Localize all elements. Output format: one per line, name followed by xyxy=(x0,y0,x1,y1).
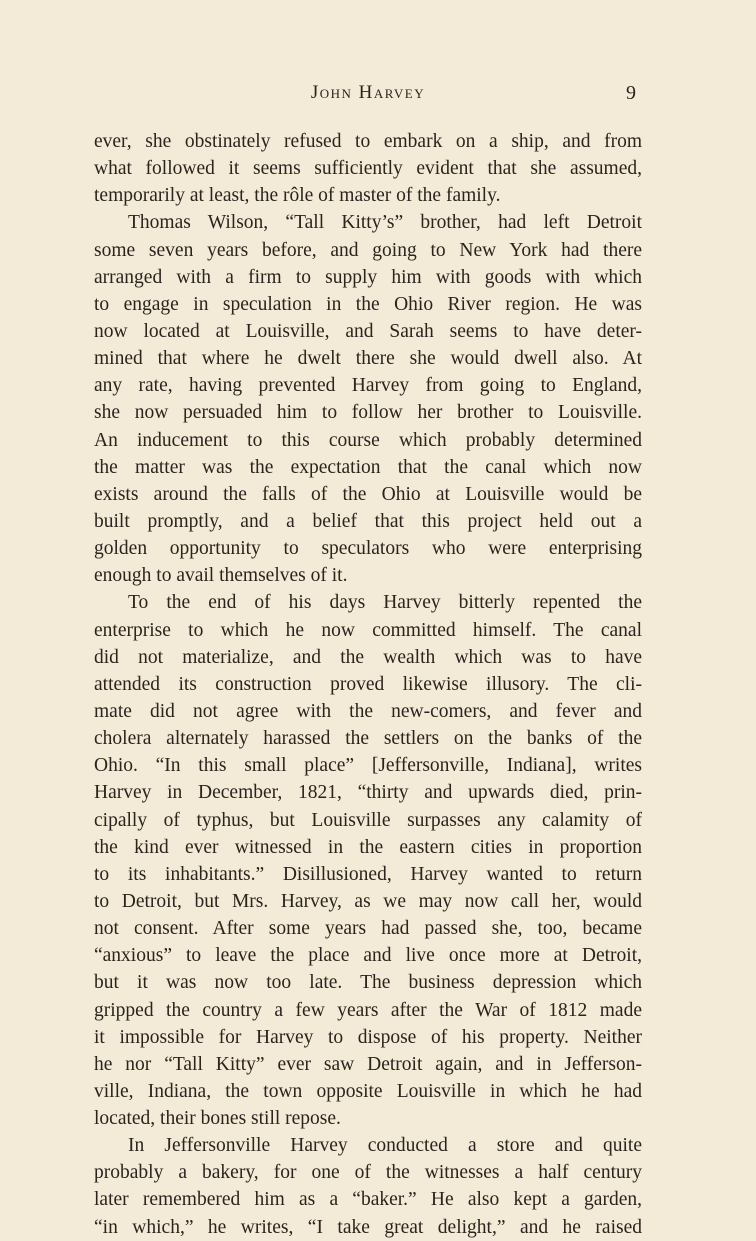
text-line: cipally of typhus, but Louisville surpasses any calamity of xyxy=(94,809,642,831)
text-line: but it was now too late. The business depression which xyxy=(94,972,642,994)
text-line: located, their bones still repose. xyxy=(94,1108,341,1130)
page-number: 9 xyxy=(626,82,636,104)
text-line: he nor “Tall Kitty” ever saw Detroit again, and in Jefferson- xyxy=(94,1053,642,1075)
text-line: Harvey in December, 1821, “thirty and upwards died, prin- xyxy=(94,782,642,804)
text-line: cholera alternately harassed the settlers on the banks of the xyxy=(94,728,642,750)
text-line: not consent. After some years had passed she, too, became xyxy=(94,918,642,940)
text-line: the matter was the expectation that the canal which now xyxy=(94,456,642,478)
text-line: Ohio. “In this small place” [Jeffersonville, Indiana], writes xyxy=(94,755,642,777)
text-line: some seven years before, and going to New York had there xyxy=(94,239,642,261)
text-line: To the end of his days Harvey bitterly repented the xyxy=(128,592,642,614)
text-line: any rate, having prevented Harvey from going to England, xyxy=(94,375,642,397)
body-text xyxy=(94,128,642,1241)
text-line: did not materialize, and the wealth which was to have xyxy=(94,646,642,668)
text-line: Thomas Wilson, “Tall Kitty’s” brother, had left Detroit xyxy=(128,212,642,234)
text-line: “in which,” he writes, “I take great delight,” and he raised xyxy=(94,1216,642,1238)
text-line: exists around the falls of the Ohio at Louisville would be xyxy=(94,483,642,505)
text-line: she now persuaded him to follow her brother to Louisville. xyxy=(94,402,642,424)
text-line: enough to avail themselves of it. xyxy=(94,565,348,587)
text-line: ville, Indiana, the town opposite Louisville in which he had xyxy=(94,1080,642,1102)
text-line: the kind ever witnessed in the eastern cities in proportion xyxy=(94,836,642,858)
text-line: mate did not agree with the new-comers, and fever and xyxy=(94,700,642,722)
text-line: mined that where he dwelt there she would dwell also. At xyxy=(94,348,642,370)
text-line: to its inhabitants.” Disillusioned, Harvey wanted to return xyxy=(94,863,642,885)
text-line: ever, she obstinately refused to embark on a ship, and from xyxy=(94,131,642,152)
text-line: later remembered him as a “baker.” He also kept a garden, xyxy=(94,1189,642,1211)
text-line: golden opportunity to speculators who were enterprising xyxy=(94,538,642,560)
text-line: to Detroit, but Mrs. Harvey, as we may now call her, would xyxy=(94,890,642,912)
running-title: John Harvey xyxy=(310,82,426,103)
text-line: what followed it seems sufficiently evident that she assumed, xyxy=(94,158,642,180)
text-line: now located at Louisville, and Sarah seems to have deter- xyxy=(94,320,642,342)
text-line: enterprise to which he now committed himself. The canal xyxy=(94,619,642,641)
text-line: attended its construction proved likewise illusory. The cli- xyxy=(94,673,642,695)
text-line: it impossible for Harvey to dispose of his property. Neither xyxy=(94,1026,642,1048)
running-head xyxy=(94,82,642,112)
text-line: arranged with a firm to supply him with goods with which xyxy=(94,266,642,288)
text-line: probably a bakery, for one of the witnesses a half century xyxy=(94,1162,642,1184)
text-line: built promptly, and a belief that this project held out a xyxy=(94,510,642,532)
text-line: “anxious” to leave the place and live once more at Detroit, xyxy=(94,945,642,967)
text-line: temporarily at least, the rôle of master of the family. xyxy=(94,185,501,207)
text-line: An inducement to this course which probably determined xyxy=(94,429,642,451)
text-line: to engage in speculation in the Ohio River region. He was xyxy=(94,293,642,315)
text-line: In Jeffersonville Harvey conducted a store and quite xyxy=(128,1135,642,1157)
text-line: gripped the country a few years after the War of 1812 made xyxy=(94,999,642,1021)
